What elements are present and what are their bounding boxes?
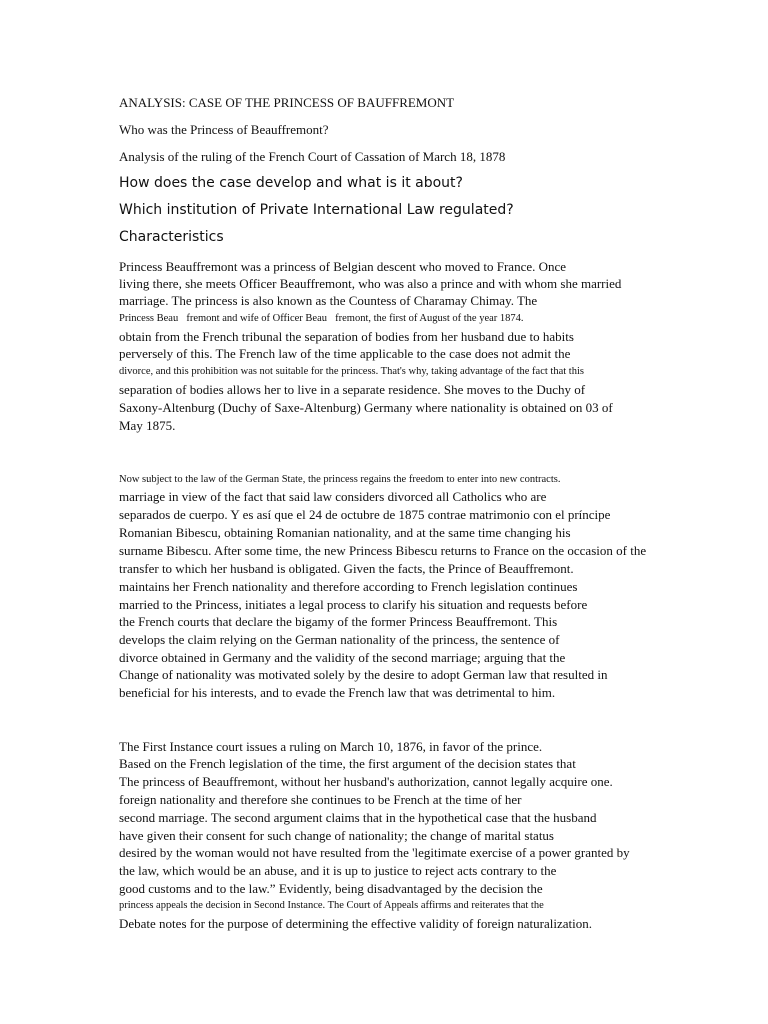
text-line: Debate notes for the purpose of determining the effective validity of foreign naturalization. (119, 916, 593, 931)
text-line: The First Instance court issues a ruling on March 10, 1876, in favor of the prince. (119, 739, 543, 754)
text-line: transfer to which her husband is obligated. Given the facts, the Prince of Beauffremont. (119, 561, 574, 576)
heading-analysis: Analysis of the ruling of the French Court of Cassation of March 18, 1878 (119, 149, 506, 164)
text-line: desired by the woman would not have resulted from the 'legitimate exercise of a power granted by (119, 845, 630, 860)
text-line: divorce obtained in Germany and the validity of the second marriage; arguing that the (119, 650, 566, 665)
heading-institution: Which institution of Private International Law regulated? (119, 202, 514, 218)
text-line: Now subject to the law of the German State, the princess regains the freedom to enter into new contracts. (119, 474, 561, 485)
text-line: surname Bibescu. After some time, the new Princess Bibescu returns to France on the occasion of the (119, 543, 647, 558)
text-line: the law, which would be an abuse, and it is up to justice to reject acts contrary to the (119, 863, 557, 878)
text-line: married to the Princess, initiates a legal process to clarify his situation and requests before (119, 597, 588, 612)
text-line: living there, she meets Officer Beauffremont, who was also a prince and with whom she married (119, 276, 622, 291)
text-line: Princess Beau fremont and wife of Officer Beau fremont, the first of August of the year 1874. (119, 313, 524, 324)
text-line: maintains her French nationality and therefore according to French legislation continues (119, 579, 578, 594)
text-line: separation of bodies allows her to live in a separate residence. She moves to the Duchy of (119, 382, 586, 397)
text-line: beneficial for his interests, and to evade the French law that was detrimental to him. (119, 685, 556, 700)
text-line: Romanian Bibescu, obtaining Romanian nationality, and at the same time changing his (119, 525, 571, 540)
text-line: princess appeals the decision in Second Instance. The Court of Appeals affirms and reiterates that the (119, 900, 544, 911)
text-line: obtain from the French tribunal the separation of bodies from her husband due to habits (119, 329, 574, 344)
text-line: second marriage. The second argument claims that in the hypothetical case that the husband (119, 810, 597, 825)
text-line: the French courts that declare the bigamy of the former Princess Beauffremont. This (119, 614, 558, 629)
text-line: perversely of this. The French law of the time applicable to the case does not admit the (119, 346, 571, 361)
text-line: divorce, and this prohibition was not suitable for the princess. That's why, taking advantage of the fact that this (119, 366, 584, 377)
heading-characteristics: Characteristics (119, 229, 224, 245)
text-line: marriage. The princess is also known as the Countess of Charamay Chimay. The (119, 293, 538, 308)
text-line: Saxony-Altenburg (Duchy of Saxe-Altenburg) Germany where nationality is obtained on 03 of (119, 400, 613, 415)
text-line: separados de cuerpo. Y es así que el 24 de octubre de 1875 contrae matrimonio con el príncipe (119, 507, 611, 522)
text-line: marriage in view of the fact that said law considers divorced all Catholics who are (119, 489, 547, 504)
text-line: develops the claim relying on the German nationality of the princess, the sentence of (119, 632, 560, 647)
text-line: foreign nationality and therefore she continues to be French at the time of her (119, 792, 522, 807)
text-line: good customs and to the law.” Evidently, being disadvantaged by the decision the (119, 881, 543, 896)
text-line: The princess of Beauffremont, without her husband's authorization, cannot legally acquire one. (119, 774, 613, 789)
document-title: ANALYSIS: CASE OF THE PRINCESS OF BAUFFREMONT (119, 95, 455, 110)
heading-develop: How does the case develop and what is it about? (119, 175, 463, 191)
text-line: have given their consent for such change of nationality; the change of marital status (119, 828, 554, 843)
text-line: Based on the French legislation of the time, the first argument of the decision states that (119, 756, 576, 771)
text-line: Princess Beauffremont was a princess of Belgian descent who moved to France. Once (119, 259, 567, 274)
text-line: Change of nationality was motivated solely by the desire to adopt German law that resulted in (119, 667, 608, 682)
text-line: May 1875. (119, 418, 176, 433)
heading-who: Who was the Princess of Beauffremont? (119, 122, 329, 137)
